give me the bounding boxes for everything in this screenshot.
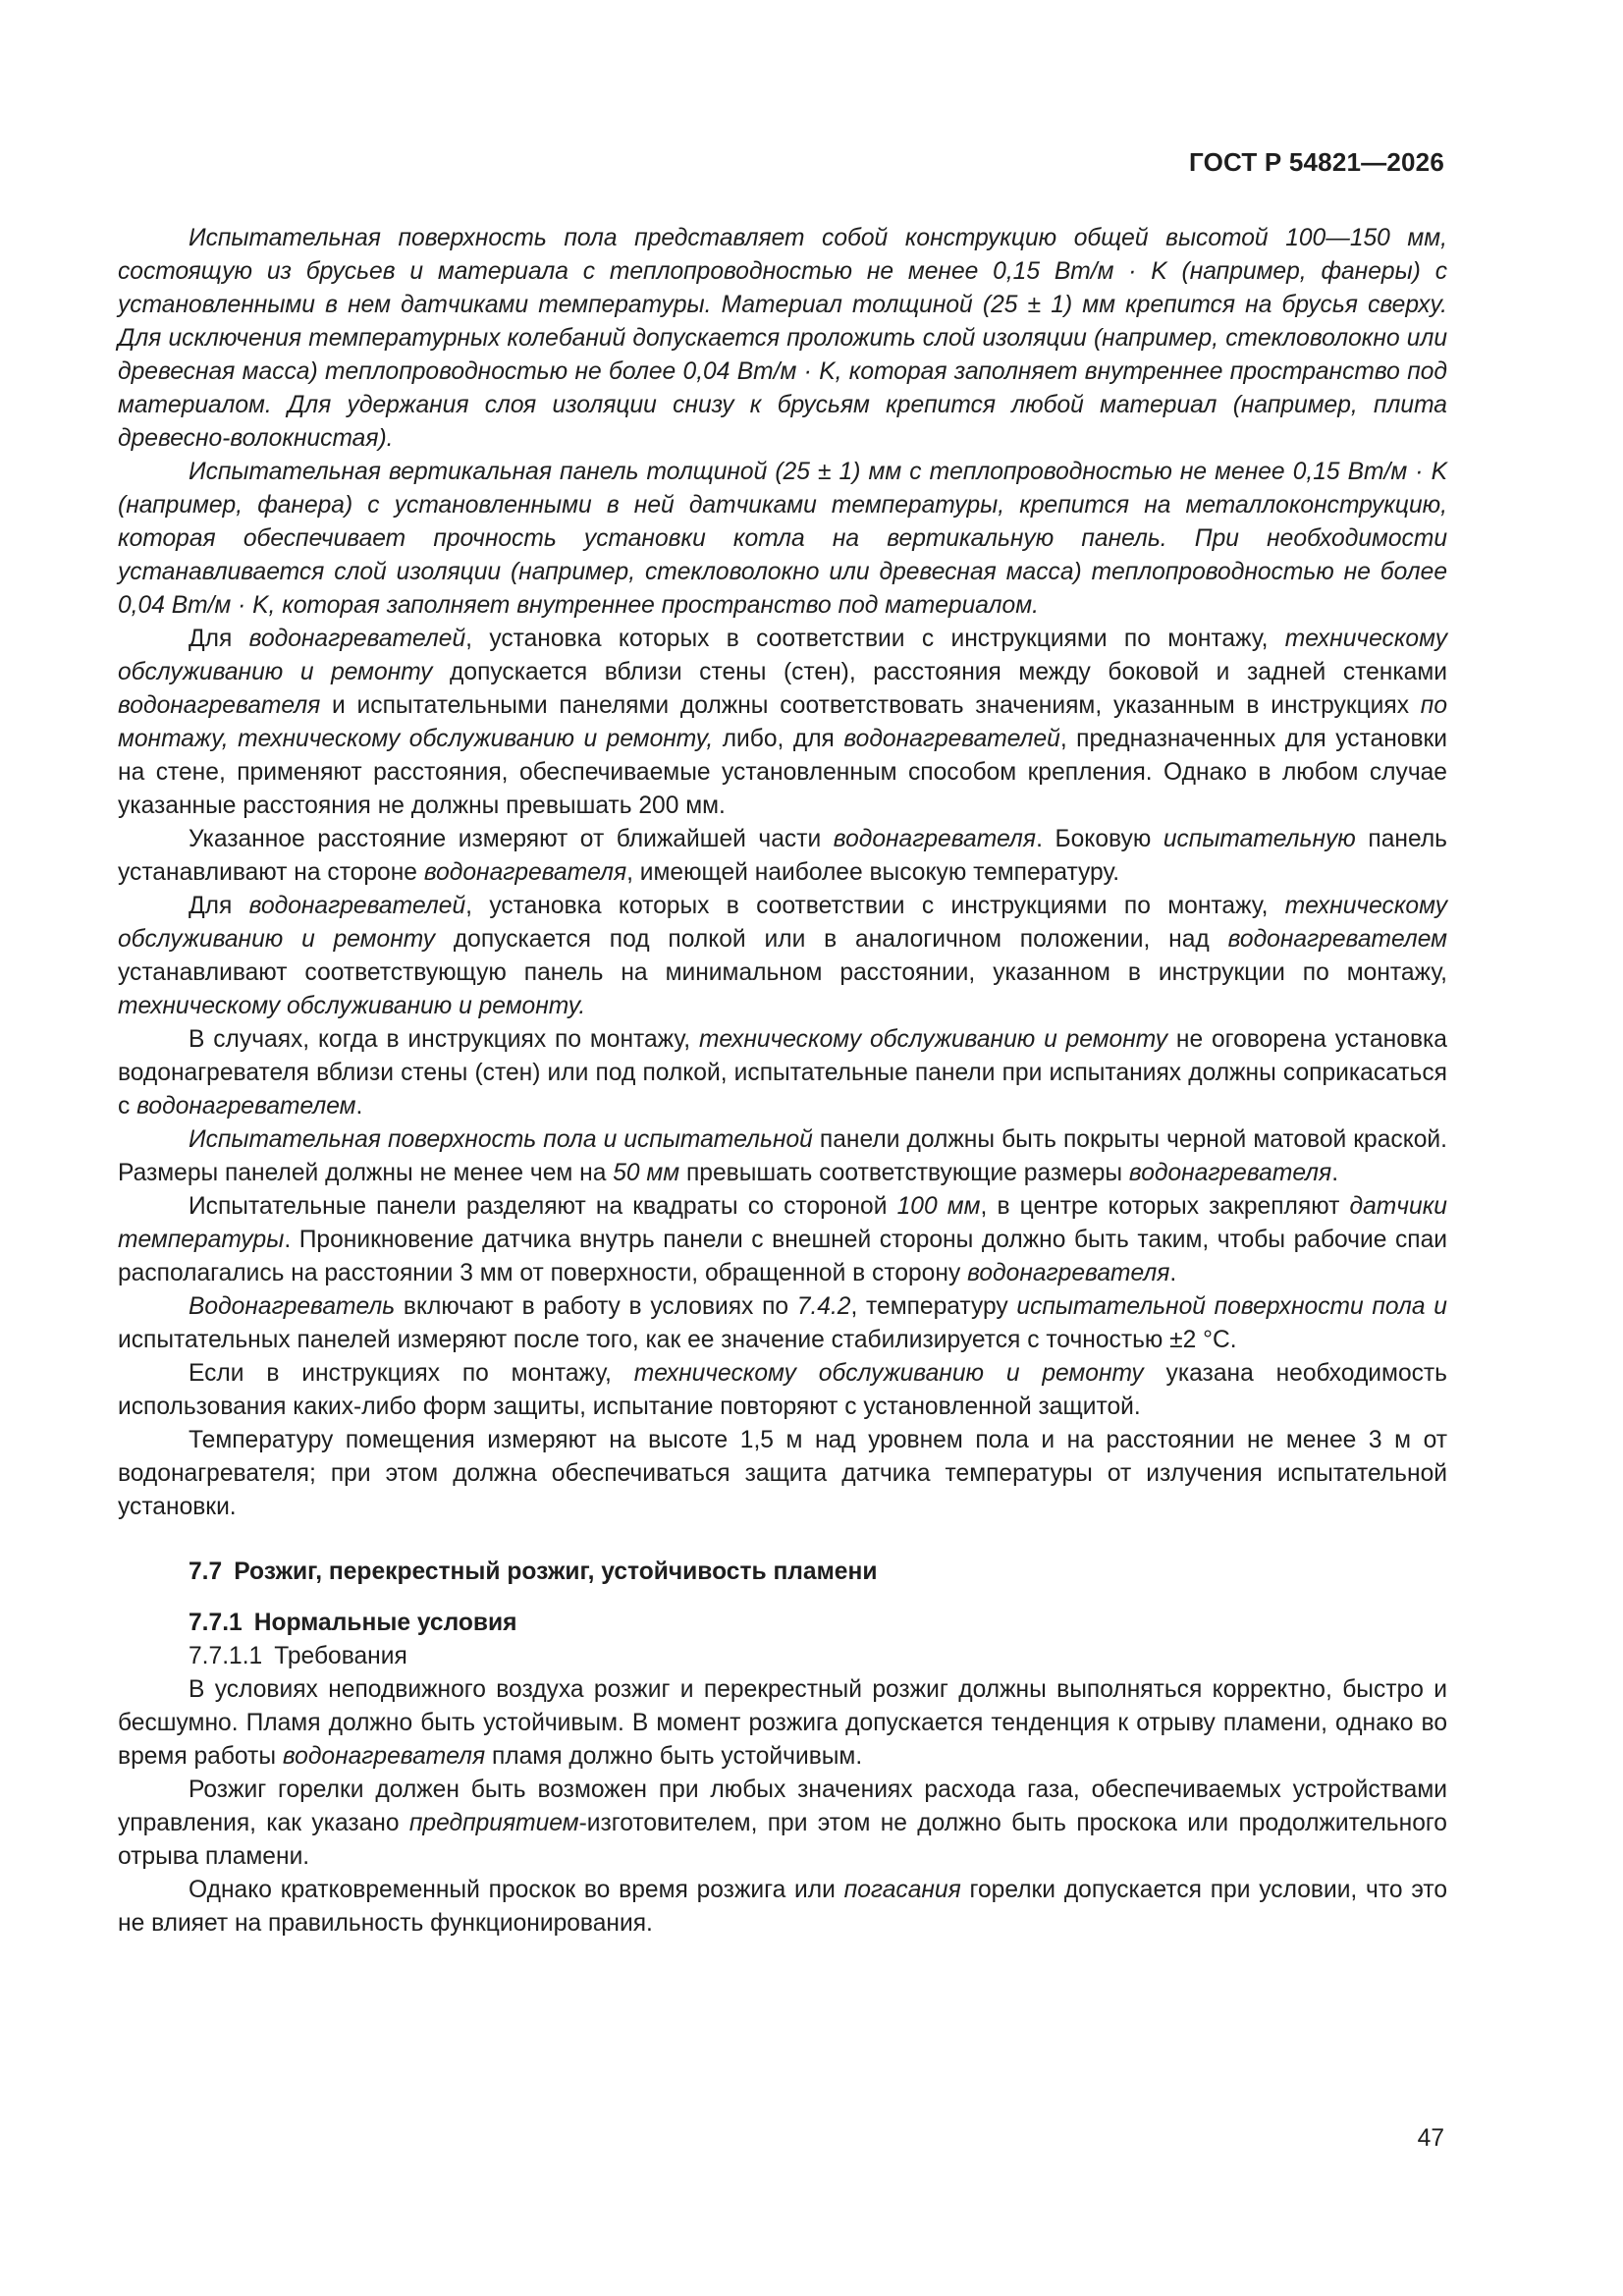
text-run: В условиях неподвижного воздуха розжиг и перекрестный розжиг должны выполняться корректно, быстро и бесшумно. Пламя должно быть устойчивым. В момент розжига допускается тенденция к отрыву пламени, однако во время работы — [118, 1676, 1447, 1770]
text-run: , температуру — [850, 1293, 1017, 1320]
emphasized-text: погасания — [843, 1877, 961, 1903]
text-run: Указанное расстояние измеряют от ближайшей части — [189, 826, 834, 852]
text-run: -изготовителем, при этом не должно быть проскока или продолжительного отрыва пламени. — [118, 1810, 1447, 1870]
clause-title: Требования — [274, 1643, 407, 1669]
emphasized-text: Испытательная поверхность пола и испытательной — [189, 1126, 813, 1153]
emphasized-text: испытательную — [1163, 826, 1356, 852]
text-run: панель устанавливают на стороне — [118, 826, 1447, 886]
paragraph — [118, 1190, 1447, 1290]
text-run: не оговорена установка водонагревателя вблизи стены (стен) или под полкой, испытательные панели при испытаниях должны соприкасаться с — [118, 1026, 1447, 1120]
emphasized-text: предприятием — [408, 1810, 579, 1836]
emphasized-text: водонагревателя — [967, 1260, 1170, 1286]
emphasized-text: техническому обслуживанию и ремонту — [633, 1360, 1144, 1387]
emphasized-text: техническому обслуживанию и ремонту — [118, 893, 1447, 953]
clause-heading-7-7-1-1 — [118, 1640, 1447, 1673]
document-header: ГОСТ Р 54821—2026 — [1189, 147, 1444, 177]
emphasized-text: водонагревателя — [118, 692, 321, 719]
paragraph-group-ignition — [118, 1673, 1447, 1941]
emphasized-text: техническому обслуживанию и ремонту. — [118, 993, 586, 1019]
section-heading-7-7 — [118, 1556, 1447, 1589]
paragraph — [118, 1357, 1447, 1424]
paragraph — [118, 623, 1447, 823]
subsection-number: 7.7.1 — [189, 1610, 243, 1636]
emphasized-text: по монтажу, техническому обслуживанию и ремонту, — [118, 692, 1447, 752]
text-run: , в центре которых закрепляют — [980, 1193, 1350, 1220]
emphasized-text: водонагревателем — [136, 1093, 356, 1120]
text-run: Испытательная поверхность пола представляет собой конструкцию общей высотой 100—150 мм, состоящую из брусьев и материала с теплопроводностью не менее 0,15 Вт/м · K (например, фанеры) с установленными в нем датчиками температуры. Материал толщиной (25 ± 1) мм крепится на брусья сверху. Для исключения температурных колебаний допускается проложить слой изоляции (например, стекловолокно или древесная масса) теплопроводностью не более 0,04 Вт/м · K, которая заполняет внутреннее пространство под материалом. Для удержания слоя изоляции снизу к брусьям крепится любой материал (например, плита древесно-волокнистая). — [118, 225, 1447, 452]
text-run: Однако кратковременный проскок во время розжига или — [189, 1877, 844, 1903]
text-run: Испытательная вертикальная панель толщиной (25 ± 1) мм с теплопроводностью не менее 0,15 Вт/м · K (например, фанера) с установленными в ней датчиками температуры, крепится на металлоконструкцию, которая обеспечивает прочность установки котла на вертикальную панель. При необходимости устанавливается слой изоляции (например, стекловолокно или древесная масса) теплопроводностью не более 0,04 Вт/м · K, которая заполняет внутреннее пространство под материалом. — [118, 459, 1447, 619]
text-run: . — [355, 1093, 363, 1120]
text-run: панели должны быть покрыты черной матовой краской. Размеры панелей должны не менее чем на — [118, 1126, 1447, 1186]
emphasized-text: датчики температуры — [118, 1193, 1447, 1253]
text-run: Испытательные панели разделяют на квадраты со стороной — [189, 1193, 897, 1220]
paragraph — [118, 1673, 1447, 1774]
text-run: устанавливают соответствующую панель на минимальном расстоянии, указанном в инструкции по монтажу, — [118, 959, 1447, 986]
emphasized-text: 7.4.2 — [796, 1293, 851, 1320]
text-run: либо, для — [713, 726, 844, 752]
text-run: Для — [189, 626, 249, 652]
paragraph-group-requirements — [118, 222, 1447, 1524]
text-run: Температуру помещения измеряют на высоте 1,5 м над уровнем пола и на расстоянии не менее 3 м от водонагревателя; при этом должна обеспечиваться защита датчика температуры от излучения испытательной установки. — [118, 1427, 1447, 1520]
text-run: превышать соответствующие размеры — [679, 1160, 1129, 1186]
text-run: . — [1169, 1260, 1177, 1286]
paragraph — [118, 222, 1447, 456]
text-run: , имеющей наиболее высокую температуру. — [626, 859, 1120, 886]
text-run: включают в работу в условиях по — [395, 1293, 797, 1320]
section-number: 7.7 — [189, 1558, 223, 1585]
emphasized-text: водонагревателей — [843, 726, 1060, 752]
page-number: 47 — [1417, 2125, 1444, 2152]
emphasized-text: техническому обслуживанию и ремонту — [698, 1026, 1168, 1053]
text-run: пламя должно быть устойчивым. — [485, 1743, 863, 1770]
text-run: испытательных панелей измеряют после того, как ее значение стабилизируется с точностью ±2 °С. — [118, 1327, 1237, 1353]
emphasized-text: 100 мм — [896, 1193, 981, 1220]
section-title: Розжиг, перекрестный розжиг, устойчивость пламени — [234, 1558, 878, 1585]
text-run: допускается вблизи стены (стен), расстояния между боковой и задней стенками — [432, 659, 1447, 685]
text-run: допускается под полкой или в аналогичном положении, над — [435, 926, 1228, 953]
subsection-title: Нормальные условия — [253, 1610, 517, 1636]
clause-number: 7.7.1.1 — [189, 1643, 263, 1669]
emphasized-text: техническому обслуживанию и ремонту — [118, 626, 1447, 685]
text-run: указана необходимость использования каких-либо форм защиты, испытание повторяют с установленной защитой. — [118, 1360, 1447, 1420]
text-run: и испытательными панелями должны соответствовать значениям, указанным в инструкциях — [320, 692, 1421, 719]
paragraph — [118, 1774, 1447, 1874]
text-run: Розжиг горелки должен быть возможен при любых значениях расхода газа, обеспечиваемых устройствами управления, как указано — [118, 1777, 1447, 1836]
emphasized-text: водонагревателей — [248, 893, 466, 919]
paragraph — [118, 1874, 1447, 1941]
paragraph — [118, 1123, 1447, 1190]
paragraph — [118, 1023, 1447, 1123]
emphasized-text: Водонагреватель — [189, 1293, 396, 1320]
emphasized-text: 50 мм — [613, 1160, 680, 1186]
text-run: . Проникновение датчика внутрь панели с внешней стороны должно быть таким, чтобы рабочие спаи располагались на расстоянии 3 мм от поверхности, обращенной в сторону — [118, 1227, 1447, 1286]
text-run: Если в инструкциях по монтажу, — [189, 1360, 634, 1387]
emphasized-text: водонагревателя — [1128, 1160, 1332, 1186]
text-run: , предназначенных для установки на стене, применяют расстояния, обеспечиваемые установленным способом крепления. Однако в любом случае указанные расстояния не должны превышать 200 мм. — [118, 726, 1448, 819]
emphasized-text: водонагревателя — [282, 1743, 486, 1770]
emphasized-text: водонагревателя — [833, 826, 1037, 852]
text-run: , установка которых в соответствии с инструкциями по монтажу, — [465, 893, 1285, 919]
paragraph — [118, 1290, 1447, 1357]
emphasized-text: водонагревателей — [248, 626, 466, 652]
paragraph — [118, 1424, 1447, 1524]
paragraph — [118, 890, 1447, 1023]
subsection-heading-7-7-1 — [118, 1607, 1447, 1640]
paragraph — [118, 823, 1447, 890]
page-content — [118, 222, 1447, 1941]
text-run: . Боковую — [1036, 826, 1163, 852]
paragraph — [118, 456, 1447, 623]
emphasized-text: водонагревателем — [1227, 926, 1447, 953]
emphasized-text: испытательной поверхности пола и — [1016, 1293, 1447, 1320]
text-run: В случаях, когда в инструкциях по монтажу, — [189, 1026, 699, 1053]
text-run: горелки допускается при условии, что это не влияет на правильность функционирования. — [118, 1877, 1448, 1937]
text-run: , установка которых в соответствии с инструкциями по монтажу, — [465, 626, 1285, 652]
text-run: Для — [189, 893, 249, 919]
emphasized-text: водонагревателя — [423, 859, 627, 886]
text-run: . — [1331, 1160, 1339, 1186]
